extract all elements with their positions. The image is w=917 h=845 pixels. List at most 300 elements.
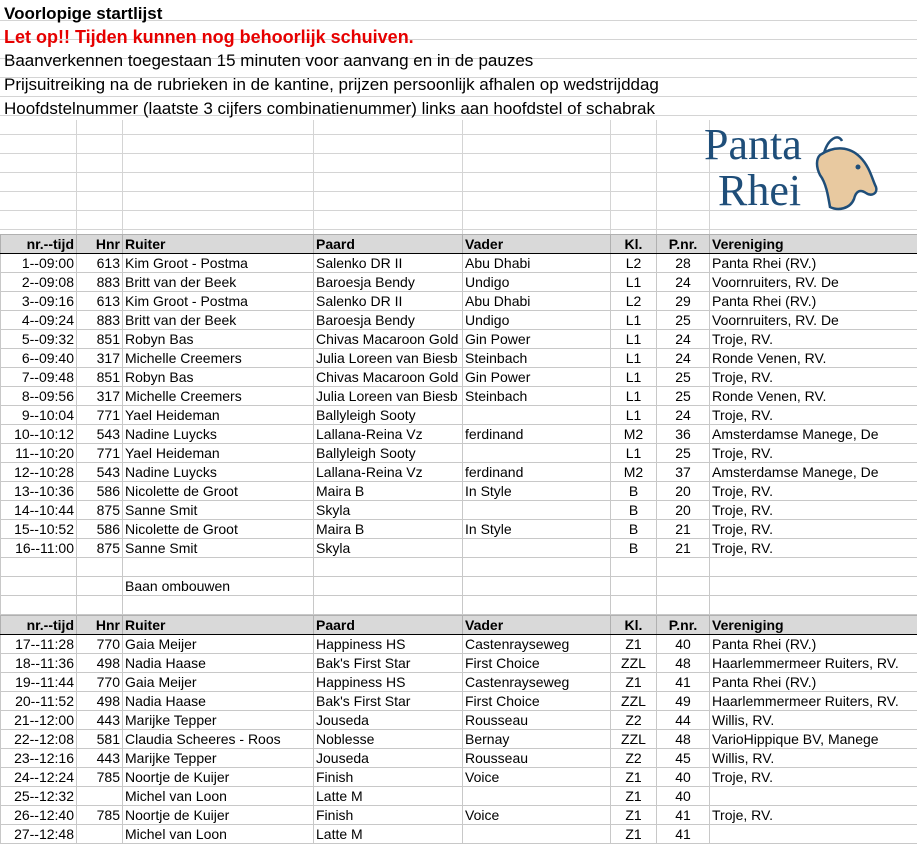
empty-cell: [314, 577, 463, 596]
cell-hnr: 317: [77, 349, 123, 368]
cell-vader: First Choice: [463, 654, 611, 673]
cell-ruiter: Nicolette de Groot: [123, 482, 314, 501]
cell-hnr: 771: [77, 444, 123, 463]
cell-klasse: Z1: [611, 768, 657, 787]
cell-hnr: 770: [77, 635, 123, 654]
cell-vader: Gin Power: [463, 368, 611, 387]
empty-cell: [657, 577, 710, 596]
cell-vader: [463, 444, 611, 463]
cell-hnr: 875: [77, 539, 123, 558]
cell-paard: Ballyleigh Sooty: [314, 406, 463, 425]
table-row: [1, 730, 917, 749]
cell-pnr: 20: [657, 482, 710, 501]
table-row: [1, 463, 917, 482]
cell-klasse: ZZL: [611, 730, 657, 749]
cell-vader: Voice: [463, 806, 611, 825]
cell-klasse: Z1: [611, 806, 657, 825]
cell-klasse: Z1: [611, 787, 657, 806]
table-row: [1, 558, 917, 577]
cell-ruiter: Nadia Haase: [123, 692, 314, 711]
empty-cell: [123, 596, 314, 615]
cell-pnr: 49: [657, 692, 710, 711]
cell-vader: [463, 501, 611, 520]
cell-klasse: B: [611, 501, 657, 520]
cell-vereniging: Haarlemmermeer Ruiters, RV.: [710, 654, 917, 673]
cell-vereniging: Panta Rhei (RV.): [710, 673, 917, 692]
cell-klasse: L1: [611, 406, 657, 425]
empty-cell: [314, 558, 463, 577]
cell-paard: Chivas Macaroon Gold: [314, 330, 463, 349]
empty-cell: [611, 558, 657, 577]
cell-nr-tijd: 8--09:56: [1, 387, 77, 406]
gridline: [0, 96, 917, 97]
column-header: Ruiter: [123, 616, 314, 635]
cell-vereniging: Troje, RV.: [710, 806, 917, 825]
cell-hnr: [77, 787, 123, 806]
cell-vader: [463, 406, 611, 425]
cell-vader: Gin Power: [463, 330, 611, 349]
cell-hnr: 581: [77, 730, 123, 749]
empty-cell: [657, 558, 710, 577]
cell-paard: Bak's First Star: [314, 654, 463, 673]
cell-pnr: 25: [657, 368, 710, 387]
table-row: [1, 520, 917, 539]
cell-vereniging: Voornruiters, RV. De: [710, 273, 917, 292]
cell-pnr: 24: [657, 330, 710, 349]
cell-klasse: L1: [611, 368, 657, 387]
cell-vereniging: [710, 787, 917, 806]
cell-pnr: 41: [657, 806, 710, 825]
cell-pnr: 25: [657, 311, 710, 330]
cell-nr-tijd: 14--10:44: [1, 501, 77, 520]
cell-vader: [463, 539, 611, 558]
table-row: [1, 673, 917, 692]
cell-klasse: B: [611, 539, 657, 558]
cell-pnr: 45: [657, 749, 710, 768]
cell-paard: Maira B: [314, 482, 463, 501]
empty-cell: [77, 596, 123, 615]
cell-hnr: 586: [77, 520, 123, 539]
table-row: [1, 387, 917, 406]
gridline: [313, 120, 314, 234]
column-header: Kl.: [611, 616, 657, 635]
cell-paard: Julia Loreen van Biesb: [314, 387, 463, 406]
cell-vereniging: Troje, RV.: [710, 330, 917, 349]
cell-vereniging: Voornruiters, RV. De: [710, 311, 917, 330]
cell-ruiter: Kim Groot - Postma: [123, 254, 314, 273]
cell-pnr: 40: [657, 787, 710, 806]
cell-nr-tijd: 18--11:36: [1, 654, 77, 673]
cell-pnr: 41: [657, 825, 710, 844]
cell-hnr: 785: [77, 806, 123, 825]
cell-vereniging: [710, 825, 917, 844]
cell-ruiter: Gaia Meijer: [123, 635, 314, 654]
cell-vereniging: VarioHippique BV, Manege: [710, 730, 917, 749]
column-header: nr.--tijd: [1, 235, 77, 254]
table-row: [1, 711, 917, 730]
cell-klasse: L2: [611, 292, 657, 311]
table-row: [1, 368, 917, 387]
cell-hnr: 851: [77, 368, 123, 387]
startlist-table-1: [0, 234, 917, 615]
cell-hnr: 771: [77, 406, 123, 425]
cell-paard: Finish: [314, 806, 463, 825]
cell-paard: Lallana-Reina Vz: [314, 463, 463, 482]
cell-klasse: L1: [611, 330, 657, 349]
cell-ruiter: Gaia Meijer: [123, 673, 314, 692]
table-row: [1, 311, 917, 330]
empty-cell: [463, 577, 611, 596]
column-header: Paard: [314, 616, 463, 635]
cell-nr-tijd: 11--10:20: [1, 444, 77, 463]
cell-paard: Skyla: [314, 501, 463, 520]
cell-ruiter: Claudia Scheeres - Roos: [123, 730, 314, 749]
cell-vader: Steinbach: [463, 387, 611, 406]
column-header: Ruiter: [123, 235, 314, 254]
column-header: nr.--tijd: [1, 616, 77, 635]
horse-head-icon: [817, 137, 876, 209]
cell-paard: Jouseda: [314, 749, 463, 768]
cell-vader: Voice: [463, 768, 611, 787]
column-header: Vader: [463, 616, 611, 635]
empty-cell: [1, 558, 77, 577]
cell-vereniging: Troje, RV.: [710, 520, 917, 539]
cell-vader: ferdinand: [463, 463, 611, 482]
cell-klasse: L1: [611, 444, 657, 463]
cell-ruiter: Britt van der Beek: [123, 311, 314, 330]
table-row: [1, 292, 917, 311]
cell-pnr: 48: [657, 654, 710, 673]
cell-paard: Lallana-Reina Vz: [314, 425, 463, 444]
cell-ruiter: Marijke Tepper: [123, 711, 314, 730]
cell-vereniging: Willis, RV.: [710, 749, 917, 768]
cell-klasse: Z2: [611, 749, 657, 768]
cell-hnr: 443: [77, 749, 123, 768]
empty-cell: [710, 558, 917, 577]
cell-paard: Jouseda: [314, 711, 463, 730]
cell-ruiter: Nadia Haase: [123, 654, 314, 673]
cell-pnr: 40: [657, 768, 710, 787]
cell-hnr: 613: [77, 292, 123, 311]
cell-pnr: 37: [657, 463, 710, 482]
cell-vereniging: Haarlemmermeer Ruiters, RV.: [710, 692, 917, 711]
cell-pnr: 29: [657, 292, 710, 311]
empty-cell: [463, 558, 611, 577]
table-row: [1, 330, 917, 349]
cell-vereniging: Troje, RV.: [710, 501, 917, 520]
cell-vereniging: Panta Rhei (RV.): [710, 635, 917, 654]
cell-nr-tijd: 25--12:32: [1, 787, 77, 806]
column-header: Paard: [314, 235, 463, 254]
cell-klasse: Z1: [611, 673, 657, 692]
cell-vereniging: Willis, RV.: [710, 711, 917, 730]
gridline: [76, 120, 77, 234]
cell-nr-tijd: 27--12:48: [1, 825, 77, 844]
cell-pnr: 36: [657, 425, 710, 444]
cell-vereniging: Amsterdamse Manege, De: [710, 463, 917, 482]
table-row: [1, 406, 917, 425]
cell-ruiter: Nadine Luycks: [123, 463, 314, 482]
empty-cell: [463, 596, 611, 615]
cell-vader: In Style: [463, 482, 611, 501]
cell-klasse: B: [611, 482, 657, 501]
table-header-row: [1, 235, 917, 254]
cell-pnr: 24: [657, 349, 710, 368]
empty-cell: [611, 596, 657, 615]
info-line-2: Prijsuitreiking na de rubrieken in de kantine, prijzen persoonlijk afhalen op wedstrijddag: [4, 75, 659, 94]
cell-nr-tijd: 16--11:00: [1, 539, 77, 558]
cell-pnr: 21: [657, 539, 710, 558]
empty-cell: [314, 596, 463, 615]
table-row: [1, 444, 917, 463]
break-label: Baan ombouwen: [123, 577, 314, 596]
table-row: [1, 825, 917, 844]
table-row: [1, 254, 917, 273]
cell-vader: [463, 787, 611, 806]
cell-nr-tijd: 9--10:04: [1, 406, 77, 425]
table-row: [1, 692, 917, 711]
cell-ruiter: Sanne Smit: [123, 501, 314, 520]
cell-ruiter: Yael Heideman: [123, 406, 314, 425]
cell-vader: Rousseau: [463, 711, 611, 730]
cell-paard: Baroesja Bendy: [314, 311, 463, 330]
gridline: [0, 229, 917, 230]
cell-ruiter: Michelle Creemers: [123, 387, 314, 406]
cell-klasse: L1: [611, 349, 657, 368]
cell-pnr: 24: [657, 406, 710, 425]
table-row: [1, 635, 917, 654]
cell-vader: Bernay: [463, 730, 611, 749]
cell-paard: Noblesse: [314, 730, 463, 749]
empty-cell: [77, 558, 123, 577]
table-row: [1, 501, 917, 520]
empty-cell: [77, 577, 123, 596]
cell-nr-tijd: 6--09:40: [1, 349, 77, 368]
cell-nr-tijd: 10--10:12: [1, 425, 77, 444]
column-header: P.nr.: [657, 235, 710, 254]
cell-paard: Latte M: [314, 787, 463, 806]
cell-hnr: 770: [77, 673, 123, 692]
cell-paard: Baroesja Bendy: [314, 273, 463, 292]
cell-paard: Latte M: [314, 825, 463, 844]
startlist-table-2: [0, 615, 917, 844]
cell-paard: Salenko DR II: [314, 254, 463, 273]
cell-nr-tijd: 19--11:44: [1, 673, 77, 692]
cell-hnr: 498: [77, 654, 123, 673]
cell-hnr: 586: [77, 482, 123, 501]
cell-hnr: 883: [77, 311, 123, 330]
cell-hnr: 883: [77, 273, 123, 292]
cell-pnr: 48: [657, 730, 710, 749]
cell-vereniging: Ronde Venen, RV.: [710, 387, 917, 406]
cell-vereniging: Ronde Venen, RV.: [710, 349, 917, 368]
cell-pnr: 44: [657, 711, 710, 730]
cell-hnr: 498: [77, 692, 123, 711]
cell-klasse: ZZL: [611, 654, 657, 673]
table-row: [1, 425, 917, 444]
cell-vader: ferdinand: [463, 425, 611, 444]
cell-paard: Happiness HS: [314, 673, 463, 692]
cell-ruiter: Kim Groot - Postma: [123, 292, 314, 311]
cell-hnr: 443: [77, 711, 123, 730]
cell-klasse: Z2: [611, 711, 657, 730]
cell-nr-tijd: 7--09:48: [1, 368, 77, 387]
cell-vader: In Style: [463, 520, 611, 539]
cell-nr-tijd: 12--10:28: [1, 463, 77, 482]
cell-ruiter: Marijke Tepper: [123, 749, 314, 768]
gridline: [610, 120, 611, 234]
cell-hnr: 785: [77, 768, 123, 787]
cell-nr-tijd: 13--10:36: [1, 482, 77, 501]
table-row: [1, 349, 917, 368]
cell-paard: Skyla: [314, 539, 463, 558]
cell-hnr: 543: [77, 425, 123, 444]
table-row: [1, 749, 917, 768]
column-header: Hnr: [77, 616, 123, 635]
cell-vader: First Choice: [463, 692, 611, 711]
panta-rhei-logo: [700, 117, 880, 217]
cell-nr-tijd: 1--09:00: [1, 254, 77, 273]
cell-paard: Chivas Macaroon Gold: [314, 368, 463, 387]
column-header: Vader: [463, 235, 611, 254]
cell-ruiter: Michel van Loon: [123, 825, 314, 844]
cell-ruiter: Sanne Smit: [123, 539, 314, 558]
empty-cell: [657, 596, 710, 615]
cell-nr-tijd: 26--12:40: [1, 806, 77, 825]
cell-klasse: B: [611, 520, 657, 539]
cell-pnr: 41: [657, 673, 710, 692]
cell-nr-tijd: 20--11:52: [1, 692, 77, 711]
table-row: [1, 768, 917, 787]
cell-ruiter: Yael Heideman: [123, 444, 314, 463]
cell-vereniging: Troje, RV.: [710, 539, 917, 558]
column-header: Vereniging: [710, 235, 917, 254]
info-line-3: Hoofdstelnummer (laatste 3 cijfers combinatienummer) links aan hoofdstel of schabrak: [4, 99, 656, 118]
cell-nr-tijd: 21--12:00: [1, 711, 77, 730]
table-row: [1, 654, 917, 673]
cell-paard: Maira B: [314, 520, 463, 539]
cell-paard: Bak's First Star: [314, 692, 463, 711]
cell-ruiter: Michel van Loon: [123, 787, 314, 806]
cell-klasse: L1: [611, 387, 657, 406]
cell-nr-tijd: 4--09:24: [1, 311, 77, 330]
cell-ruiter: Nicolette de Groot: [123, 520, 314, 539]
cell-klasse: L1: [611, 273, 657, 292]
cell-hnr: 613: [77, 254, 123, 273]
cell-vader: Castenrayseweg: [463, 673, 611, 692]
info-line-1: Baanverkennen toegestaan 15 minuten voor aanvang en in de pauzes: [4, 51, 534, 70]
empty-cell: [1, 596, 77, 615]
cell-klasse: Z1: [611, 825, 657, 844]
table-row: [1, 539, 917, 558]
cell-nr-tijd: 17--11:28: [1, 635, 77, 654]
column-header: Vereniging: [710, 616, 917, 635]
cell-vader: Rousseau: [463, 749, 611, 768]
cell-klasse: Z1: [611, 635, 657, 654]
cell-pnr: 24: [657, 273, 710, 292]
page-title: Voorlopige startlijst: [4, 4, 163, 23]
cell-hnr: 851: [77, 330, 123, 349]
cell-ruiter: Britt van der Beek: [123, 273, 314, 292]
cell-hnr: 543: [77, 463, 123, 482]
cell-vereniging: Troje, RV.: [710, 482, 917, 501]
empty-cell: [1, 577, 77, 596]
cell-pnr: 25: [657, 387, 710, 406]
cell-paard: Finish: [314, 768, 463, 787]
cell-hnr: [77, 825, 123, 844]
table-row: [1, 577, 917, 596]
warning-text: Let op!! Tijden kunnen nog behoorlijk schuiven.: [4, 27, 414, 47]
cell-nr-tijd: 24--12:24: [1, 768, 77, 787]
cell-vereniging: Panta Rhei (RV.): [710, 292, 917, 311]
cell-vereniging: Troje, RV.: [710, 444, 917, 463]
cell-nr-tijd: 5--09:32: [1, 330, 77, 349]
cell-vader: Abu Dhabi: [463, 254, 611, 273]
cell-vader: [463, 825, 611, 844]
gridline: [462, 120, 463, 234]
cell-hnr: 875: [77, 501, 123, 520]
cell-klasse: L2: [611, 254, 657, 273]
cell-nr-tijd: 3--09:16: [1, 292, 77, 311]
cell-klasse: M2: [611, 425, 657, 444]
column-header: Kl.: [611, 235, 657, 254]
cell-pnr: 40: [657, 635, 710, 654]
empty-cell: [611, 577, 657, 596]
cell-vereniging: Panta Rhei (RV.): [710, 254, 917, 273]
cell-ruiter: Nadine Luycks: [123, 425, 314, 444]
gridline: [122, 120, 123, 234]
table-row: [1, 806, 917, 825]
cell-vader: Castenrayseweg: [463, 635, 611, 654]
cell-ruiter: Michelle Creemers: [123, 349, 314, 368]
cell-vader: Steinbach: [463, 349, 611, 368]
table-row: [1, 482, 917, 501]
cell-vereniging: Troje, RV.: [710, 368, 917, 387]
cell-nr-tijd: 22--12:08: [1, 730, 77, 749]
cell-ruiter: Robyn Bas: [123, 368, 314, 387]
cell-klasse: M2: [611, 463, 657, 482]
gridline: [656, 120, 657, 234]
cell-pnr: 20: [657, 501, 710, 520]
cell-hnr: 317: [77, 387, 123, 406]
cell-vereniging: Troje, RV.: [710, 768, 917, 787]
table-row: [1, 787, 917, 806]
cell-pnr: 28: [657, 254, 710, 273]
cell-paard: Julia Loreen van Biesb: [314, 349, 463, 368]
cell-klasse: L1: [611, 311, 657, 330]
cell-vereniging: Amsterdamse Manege, De: [710, 425, 917, 444]
cell-paard: Ballyleigh Sooty: [314, 444, 463, 463]
cell-klasse: ZZL: [611, 692, 657, 711]
cell-pnr: 21: [657, 520, 710, 539]
cell-pnr: 25: [657, 444, 710, 463]
empty-cell: [710, 596, 917, 615]
cell-nr-tijd: 23--12:16: [1, 749, 77, 768]
table-row: [1, 596, 917, 615]
cell-ruiter: Noortje de Kuijer: [123, 806, 314, 825]
cell-vader: Abu Dhabi: [463, 292, 611, 311]
cell-nr-tijd: 2--09:08: [1, 273, 77, 292]
cell-paard: Salenko DR II: [314, 292, 463, 311]
cell-nr-tijd: 15--10:52: [1, 520, 77, 539]
column-header: P.nr.: [657, 616, 710, 635]
logo-text-panta: Panta: [704, 120, 802, 169]
column-header: Hnr: [77, 235, 123, 254]
empty-cell: [123, 558, 314, 577]
table-row: [1, 273, 917, 292]
cell-vereniging: Troje, RV.: [710, 406, 917, 425]
cell-ruiter: Noortje de Kuijer: [123, 768, 314, 787]
